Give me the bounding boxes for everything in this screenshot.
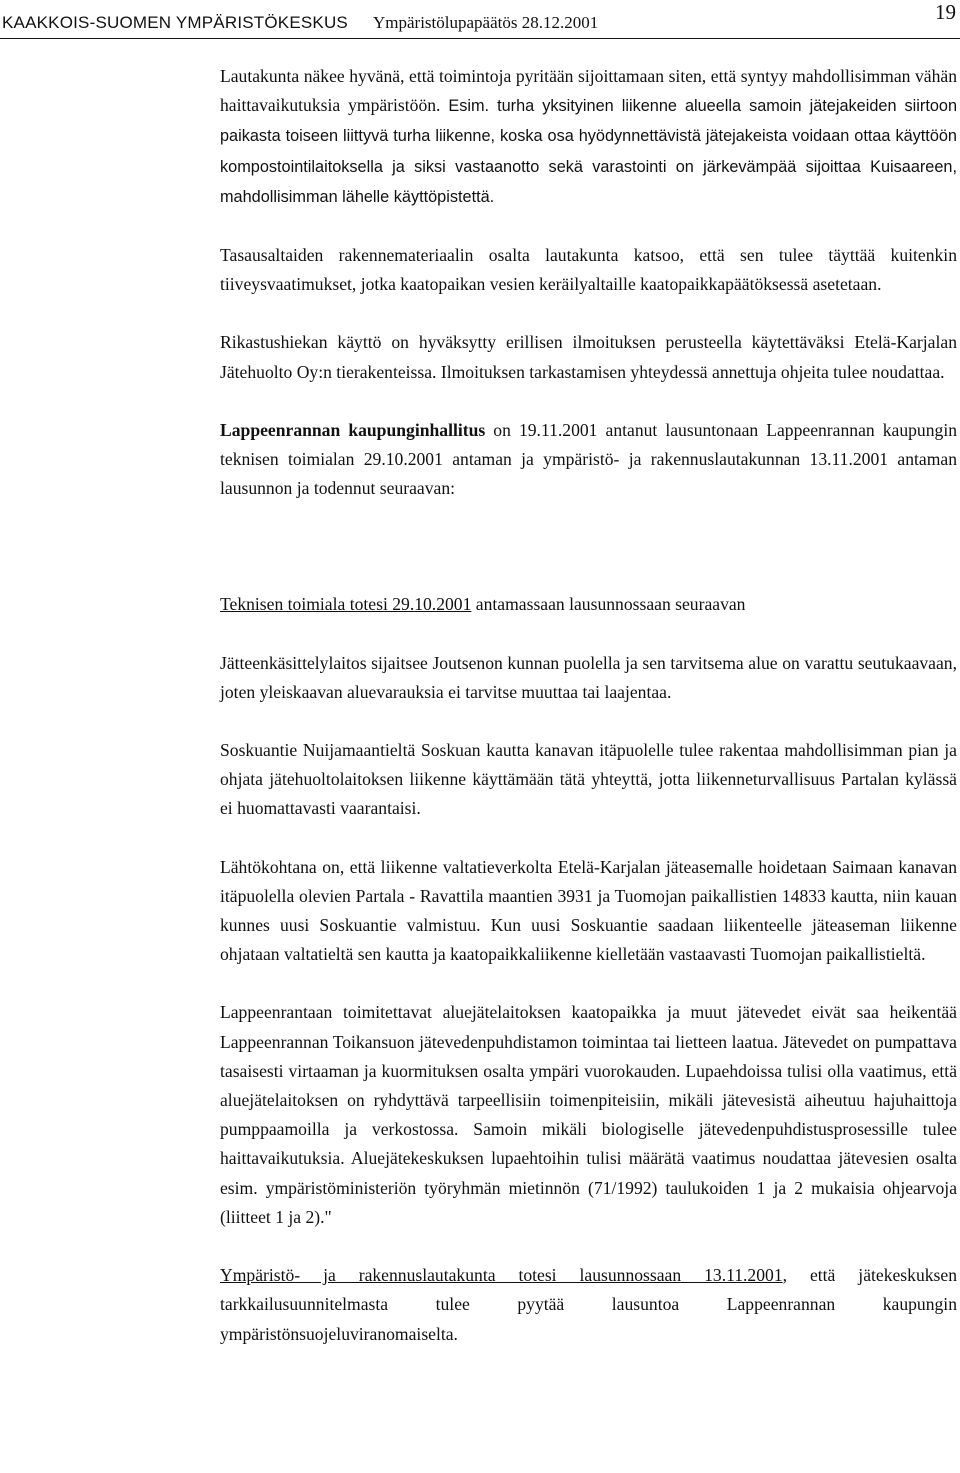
paragraph-1-text: Lautakunta näkee hyvänä, että toimintoja pyritään sijoittamaan siten, että syntyy mahdollisimman vähän haittavaikutuksia ympäristöön. [220, 66, 957, 116]
paragraph-1-continuation: Esim. turha yksityinen liikenne alueella samoin jätejakeiden siirtoon paikasta toiseen liittyvä turha liikenne, koska osa hyödynnettävistä jätejakeista voidaan ottaa käyttöön kompostointilaitoksella ja siksi vastaanotto sekä varastointi on järkevämpää sijoittaa Kuisaareen, mahdollisimman lähelle käyttöpistettä. [220, 97, 958, 206]
paragraph-7: Soskuantie Nuijamaantieltä Soskuan kautta kanavan itäpuolelle tulee rakentaa mahdollisimman pian ja ohjata jätehuoltolaitoksen liikenne käyttämään tätä yhteyttä, jotta liikenneturvallisuus Partalan kylässä ei huomattavasti vaarantaisi. [220, 740, 957, 819]
paragraph-3: Rikastushiekan käyttö on hyväksytty erillisen ilmoituksen perusteella käytettäväksi Etelä-Karjalan Jätehuolto Oy:n tierakenteissa. Ilmoituksen tarkastamisen yhteydessä annettuja ohjeita tulee noudattaa. [220, 332, 957, 382]
technical-department-heading: Teknisen toimiala totesi 29.10.2001 [220, 594, 472, 615]
paragraph-1 [220, 62, 957, 212]
paragraph-4 [220, 416, 957, 504]
council-name: Lappeenrannan kaupunginhallitus [220, 419, 486, 440]
header-document-title: Ympäristölupapäätös 28.12.2001 [373, 13, 599, 32]
header-divider [0, 38, 960, 39]
header-organization: KAAKKOIS-SUOMEN YMPÄRISTÖKESKUS [2, 13, 348, 32]
paragraph-9: Lappeenrantaan toimitettavat aluejätelaitoksen kaatopaikka ja muut jätevedet eivät saa heikentää Lappeenrannan Toikansuon jätevedenpuhdistamon toimintaa tai lietteen laatua. Jätevedet on pumpattava tasaisesti virtaaman ja kuormituksen osalta ympäri vuorokauden. Lupaehdoissa tulisi olla vaatimus, että aluejätelaitoksen on ryhdyttävä tarpeellisiin toimenpiteisiin, mikäli jätevesistä aiheutuu hajuhaittoja pumppaamoilla ja verkostossa. Samoin mikäli biologiselle jätevedenpuhdistusprosessille tulee haittavaikutuksia. Aluejätekeskuksen lupaehtoihin tulisi määrätä vaatimus noudattaa jätevesien osalta esim. ympäristöministeriön työryhmän mietinnön (71/1992) taulukoiden 1 ja 2 mukaisia ohjearvoja (liitteet 1 ja 2)." [220, 1002, 957, 1227]
page-header [0, 0, 960, 40]
page-number: 19 [935, 0, 956, 24]
paragraph-4-text: on 19.11.2001 antanut lausuntonaan Lappeenrannan kaupungin teknisen toimialan 29.10.2001 antaman ja ympäristö- ja rakennuslautakunnan 13.11.2001 antaman lausunnon ja todennut seuraavan: [220, 419, 958, 499]
paragraph-6: Jätteenkäsittelylaitos sijaitsee Joutsenon kunnan puolella ja sen tarvitsema alue on varattu seutukaavaan, joten yleiskaavan aluevarauksia ei tarvitse muuttaa tai laajentaa. [220, 652, 957, 702]
paragraph-5 [220, 590, 957, 619]
paragraph-10-text: , että jätekeskuksen tarkkailusuunnitelmasta tulee pyytää lausuntoa Lappeenrannan kaupungin ympäristönsuojeluviranomaiselta. [220, 1265, 957, 1344]
paragraph-8: Lähtökohtana on, että liikenne valtatieverkolta Etelä-Karjalan jäteasemalle hoidetaan Saimaan kanavan itäpuolella olevien Partala - Ravattila maantien 3931 ja Tuomojan paikallistien 14833 kautta, niin kauan kunnes uusi Soskuantie valmistuu. Kun uusi Soskuantie saadaan liikenteelle jäteaseman liikenne ohjataan valtatieltä sen kautta ja kaatopaikkaliikenne kielletään vastaavasti Tuomojan paikallistieltä. [220, 856, 957, 965]
paragraph-2: Tasausaltaiden rakennemateriaalin osalta lautakunta katsoo, että sen tulee täyttää kuitenkin tiiveysvaatimukset, jotka kaatopaikan vesien keräilyaltaille kaatopaikkapäätöksessä asetetaan. [220, 245, 957, 295]
environment-board-heading: Ympäristö- ja rakennuslautakunta totesi lausunnossaan 13.11.2001 [220, 1265, 783, 1286]
document-body [220, 62, 957, 1349]
paragraph-5-text: antamassaan lausunnossaan seuraavan [471, 594, 746, 615]
paragraph-10 [220, 1261, 957, 1349]
